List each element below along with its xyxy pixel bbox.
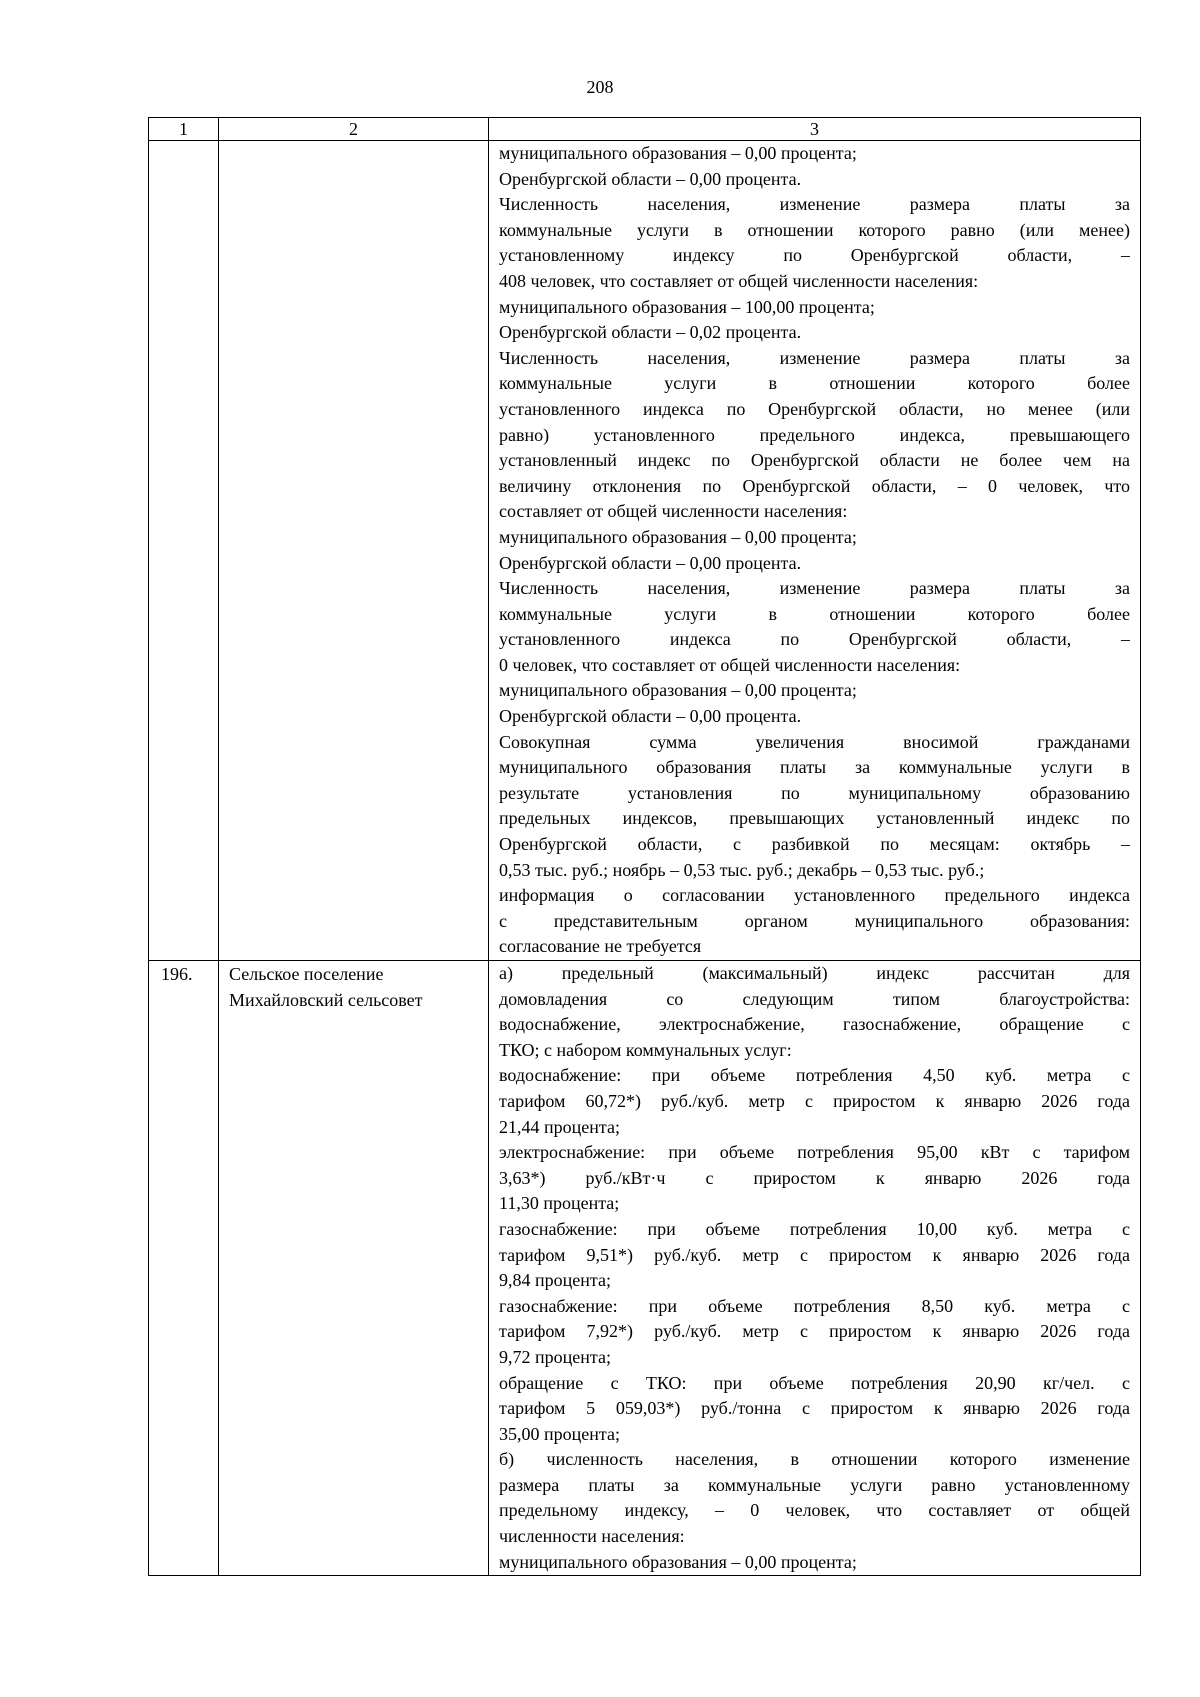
continuation-text-line: коммунальные услуги в отношении которого более <box>499 603 1130 624</box>
continuation-text-line: муниципального образования – 100,00 процента; <box>499 296 875 317</box>
row-196-text-cell <box>489 961 1141 1576</box>
continuation-text-line: Численность населения, изменение размера платы за <box>499 347 1130 368</box>
row-196-text-line: а) предельный (максимальный) индекс рассчитан для <box>499 963 1130 983</box>
row-196-text-line: размера платы за коммунальные услуги равно установленному <box>499 1474 1130 1495</box>
row-196-text-line: водоснабжение: при объеме потребления 4,50 куб. метра с <box>499 1065 1130 1086</box>
continuation-text-line: согласование не требуется <box>499 936 702 957</box>
continuation-text-line: муниципального образования платы за коммунальные услуги в <box>499 757 1130 778</box>
row-196-text-line: 9,72 процента; <box>499 1346 611 1367</box>
page-number: 208 <box>586 77 614 97</box>
table-row-196 <box>149 961 1141 1576</box>
continuation-text-line: муниципального образования – 0,00 процента; <box>499 680 857 701</box>
continuation-text-line: величину отклонения по Оренбургской области, – 0 человек, что <box>499 475 1130 496</box>
continuation-text-line: Численность населения, изменение размера платы за <box>499 578 1130 599</box>
header-col-1: 1 <box>149 118 219 141</box>
header-col-3: 3 <box>489 118 1141 141</box>
row-196-text-line: тарифом 7,92*) руб./куб. метр с приростом к январю 2026 года <box>499 1321 1130 1342</box>
row-196-text-line: газоснабжение: при объеме потребления 10,00 куб. метра с <box>499 1218 1130 1239</box>
municipality-name-line-2: Михайловский сельсовет <box>229 989 423 1010</box>
row-196-text-line: тарифом 5 059,03*) руб./тонна с приростом к январю 2026 года <box>499 1398 1130 1419</box>
row-196-text-line: электроснабжение: при объеме потребления 95,00 кВт с тарифом <box>499 1142 1130 1163</box>
continuation-text-line: предельных индексов, превышающих установленный индекс по <box>499 808 1130 829</box>
row-196-text-line: численности населения: <box>499 1526 685 1547</box>
continuation-text-line: Оренбургской области, с разбивкой по месяцам: октябрь – <box>499 834 1130 855</box>
continuation-text-line: Численность населения, изменение размера платы за <box>499 194 1130 215</box>
continuation-text-line: муниципального образования – 0,00 процента; <box>499 526 857 547</box>
row-196-text-line: б) численность населения, в отношении которого изменение <box>499 1449 1130 1470</box>
row-196-text-line: ТКО; с набором коммунальных услуг: <box>499 1039 792 1060</box>
continuation-text-line: коммунальные услуги в отношении которого более <box>499 373 1130 394</box>
continuation-text-line: 0 человек, что составляет от общей численности населения: <box>499 654 961 675</box>
row-196-text-line: водоснабжение, электроснабжение, газоснабжение, обращение с <box>499 1014 1130 1035</box>
continuation-text-line: информация о согласовании установленного предельного индекса <box>499 885 1130 906</box>
table-row-continuation <box>149 141 1141 961</box>
row-196-text-line: 21,44 процента; <box>499 1116 620 1137</box>
continuation-text-line: Оренбургской области – 0,00 процента. <box>499 168 802 189</box>
row-196-text-line: 35,00 процента; <box>499 1423 620 1444</box>
continuation-text-line: установленный индекс по Оренбургской области не более чем на <box>499 450 1130 471</box>
continuation-number-cell <box>149 141 219 961</box>
main-table <box>148 117 1141 1576</box>
continuation-text-line: 408 человек, что составляет от общей численности населения: <box>499 270 979 291</box>
header-col-2: 2 <box>219 118 489 141</box>
row-196-text-line: 9,84 процента; <box>499 1270 611 1291</box>
row-196-text-line: предельному индексу, – 0 человек, что составляет от общей <box>499 1500 1130 1521</box>
continuation-text-line: установленного индекса по Оренбургской области, – <box>499 629 1130 650</box>
continuation-name-cell <box>219 141 489 961</box>
continuation-text-line: муниципального образования – 0,00 процента; <box>499 143 857 163</box>
continuation-text-line: Оренбургской области – 0,00 процента. <box>499 552 802 573</box>
continuation-text-line: Оренбургской области – 0,02 процента. <box>499 322 802 343</box>
municipality-name-line-1: Сельское поселение <box>229 964 384 984</box>
row-196-text-line: тарифом 9,51*) руб./куб. метр с приростом к январю 2026 года <box>499 1244 1130 1265</box>
row-196-text-line: тарифом 60,72*) руб./куб. метр с приростом к январю 2026 года <box>499 1090 1130 1111</box>
row-196-text-line: 11,30 процента; <box>499 1193 620 1214</box>
row-196-text-line: 3,63*) руб./кВт·ч с приростом к январю 2026 года <box>499 1167 1130 1188</box>
row-196-text-line: обращение с ТКО: при объеме потребления 20,90 кг/чел. с <box>499 1372 1130 1393</box>
row-196-text-line: газоснабжение: при объеме потребления 8,50 куб. метра с <box>499 1295 1130 1316</box>
continuation-text-cell <box>489 141 1141 961</box>
table-header-row <box>149 118 1141 141</box>
row-196-text-line: муниципального образования – 0,00 процента; <box>499 1551 857 1572</box>
continuation-text-line: 0,53 тыс. руб.; ноябрь – 0,53 тыс. руб.; декабрь – 0,53 тыс. руб.; <box>499 859 985 880</box>
continuation-text-line: с представительным органом муниципального образования: <box>499 910 1130 931</box>
continuation-text-line: установленного индекса по Оренбургской области, но менее (или <box>499 398 1130 419</box>
continuation-text-line: результате установления по муниципальному образованию <box>499 782 1130 803</box>
continuation-text-line: равно) установленного предельного индекса, превышающего <box>499 424 1130 445</box>
continuation-text-line: установленному индексу по Оренбургской области, – <box>499 245 1130 266</box>
continuation-text-line: составляет от общей численности населения: <box>499 501 848 522</box>
row-196-text-line: домовладения со следующим типом благоустройства: <box>499 988 1130 1009</box>
municipality-name <box>219 961 489 1576</box>
row-number: 196. <box>149 961 219 1576</box>
continuation-text-line: Оренбургской области – 0,00 процента. <box>499 706 802 727</box>
continuation-text-line: коммунальные услуги в отношении которого равно (или менее) <box>499 219 1130 240</box>
continuation-text-line: Совокупная сумма увеличения вносимой гражданами <box>499 731 1130 752</box>
